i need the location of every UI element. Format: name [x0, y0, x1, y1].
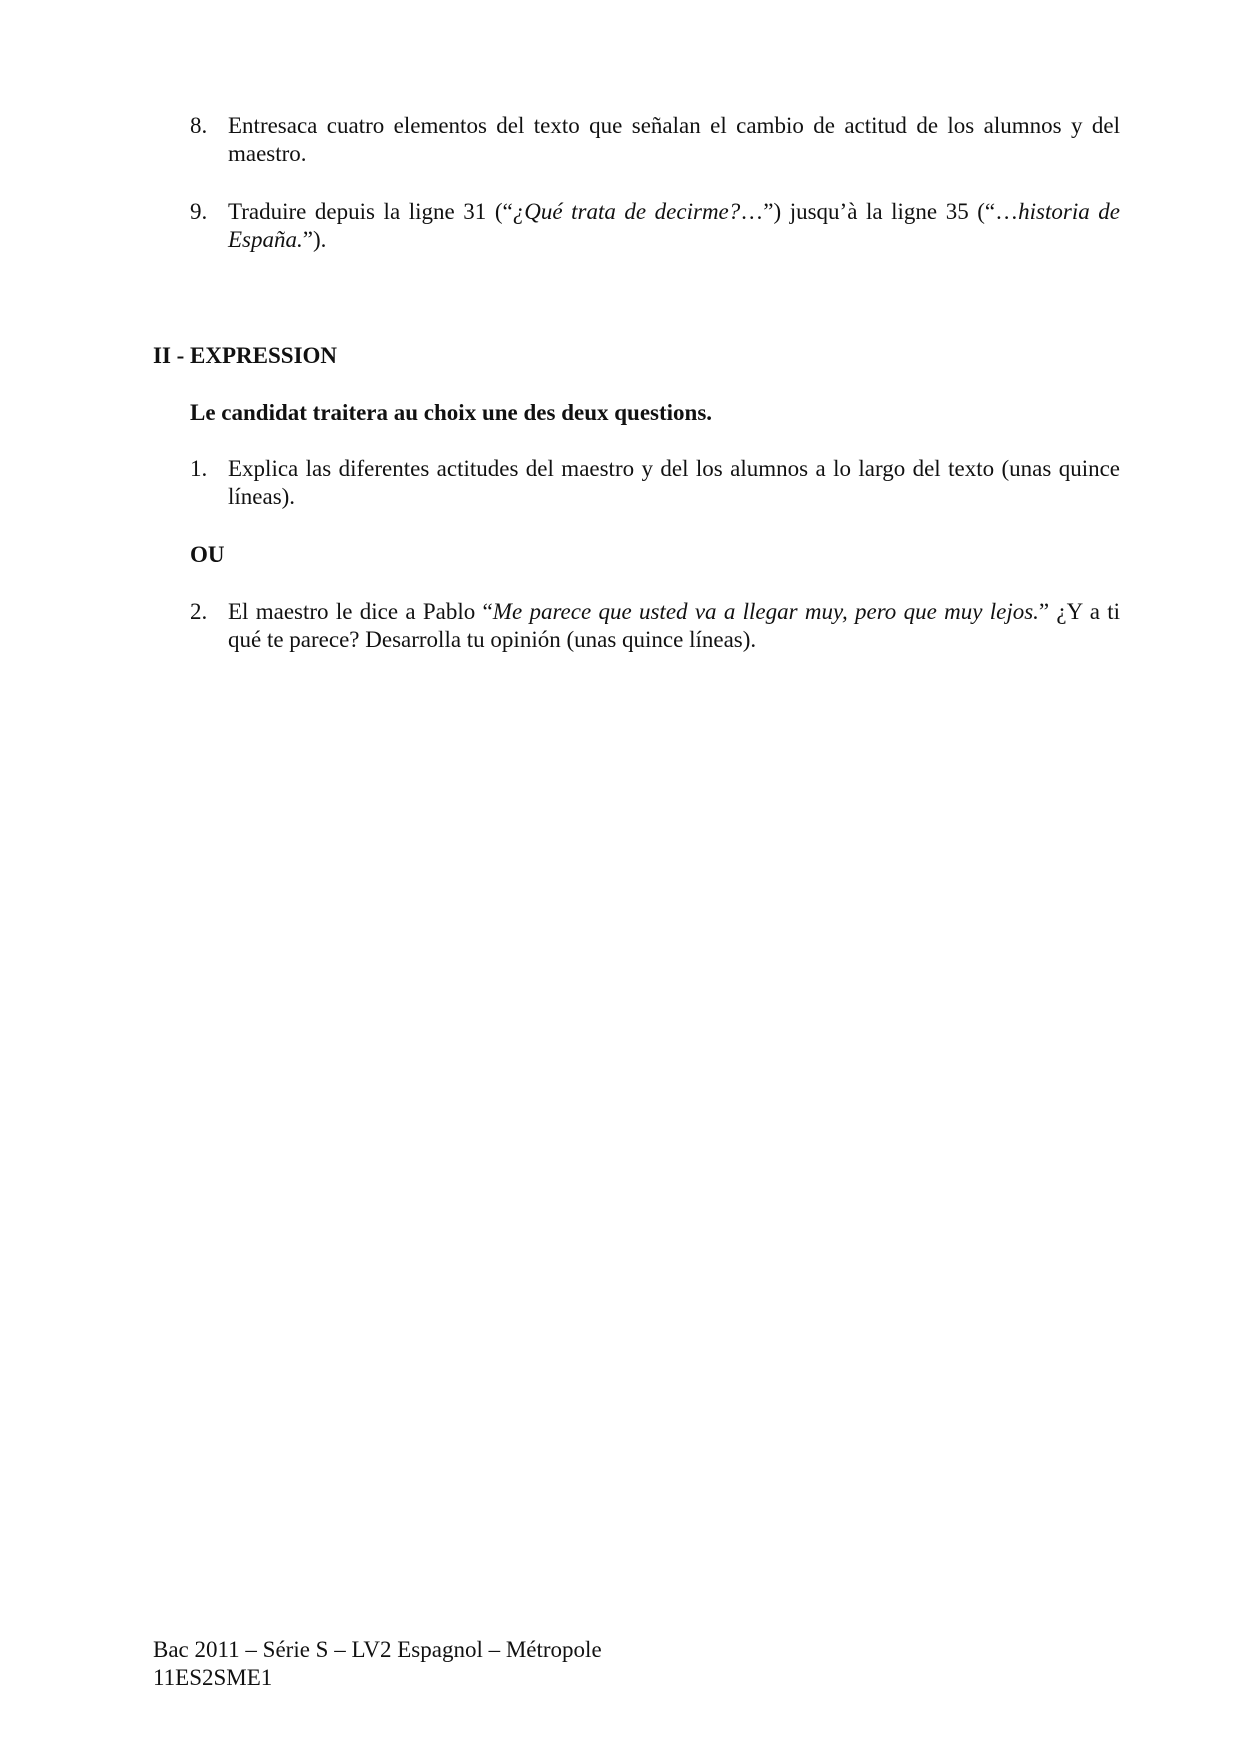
question-text-part: ” ¿Y a ti qué te parece? Desarrolla tu opinión (unas quince líneas). [228, 599, 1120, 652]
question-number: 8. [190, 113, 208, 138]
or-label: OU [190, 542, 225, 567]
question-text: Explica las diferentes actitudes del maestro y del los alumnos a lo largo del texto (unas quince líneas). [228, 456, 1120, 509]
expression-question-2 [190, 598, 1120, 654]
expression-question-1 [190, 455, 1120, 511]
instruction-text: Le candidat traitera au choix une des deux questions. [190, 400, 713, 425]
quoted-spanish-text: historia de España. [228, 199, 1121, 252]
question-8 [190, 112, 1120, 168]
question-text-part: ”). [302, 227, 327, 252]
question-text [228, 598, 1120, 654]
page-footer [153, 1636, 602, 1692]
section-heading: II - EXPRESSION [153, 343, 338, 368]
question-9 [190, 198, 1120, 254]
quoted-spanish-text: ¿Qué trata de decirme? [512, 199, 741, 224]
question-number: 2. [190, 599, 208, 624]
question-number: 1. [190, 456, 208, 481]
question-text: Entresaca cuatro elementos del texto que señalan el cambio de actitud de los alumnos y del maestro. [228, 113, 1120, 166]
footer-exam-code: 11ES2SME1 [153, 1665, 273, 1690]
question-text [228, 198, 1120, 254]
question-number: 9. [190, 199, 208, 224]
question-text-part: …”) jusqu’à la ligne 35 (“… [740, 199, 1019, 224]
question-text-part: El maestro le dice a Pablo “ [228, 599, 493, 624]
question-text-part: Traduire depuis la ligne 31 (“ [228, 199, 513, 224]
quoted-spanish-text: Me parece que usted va a llegar muy, pero que muy lejos. [492, 599, 1039, 624]
footer-exam-title: Bac 2011 – Série S – LV2 Espagnol – Métropole [153, 1637, 602, 1662]
